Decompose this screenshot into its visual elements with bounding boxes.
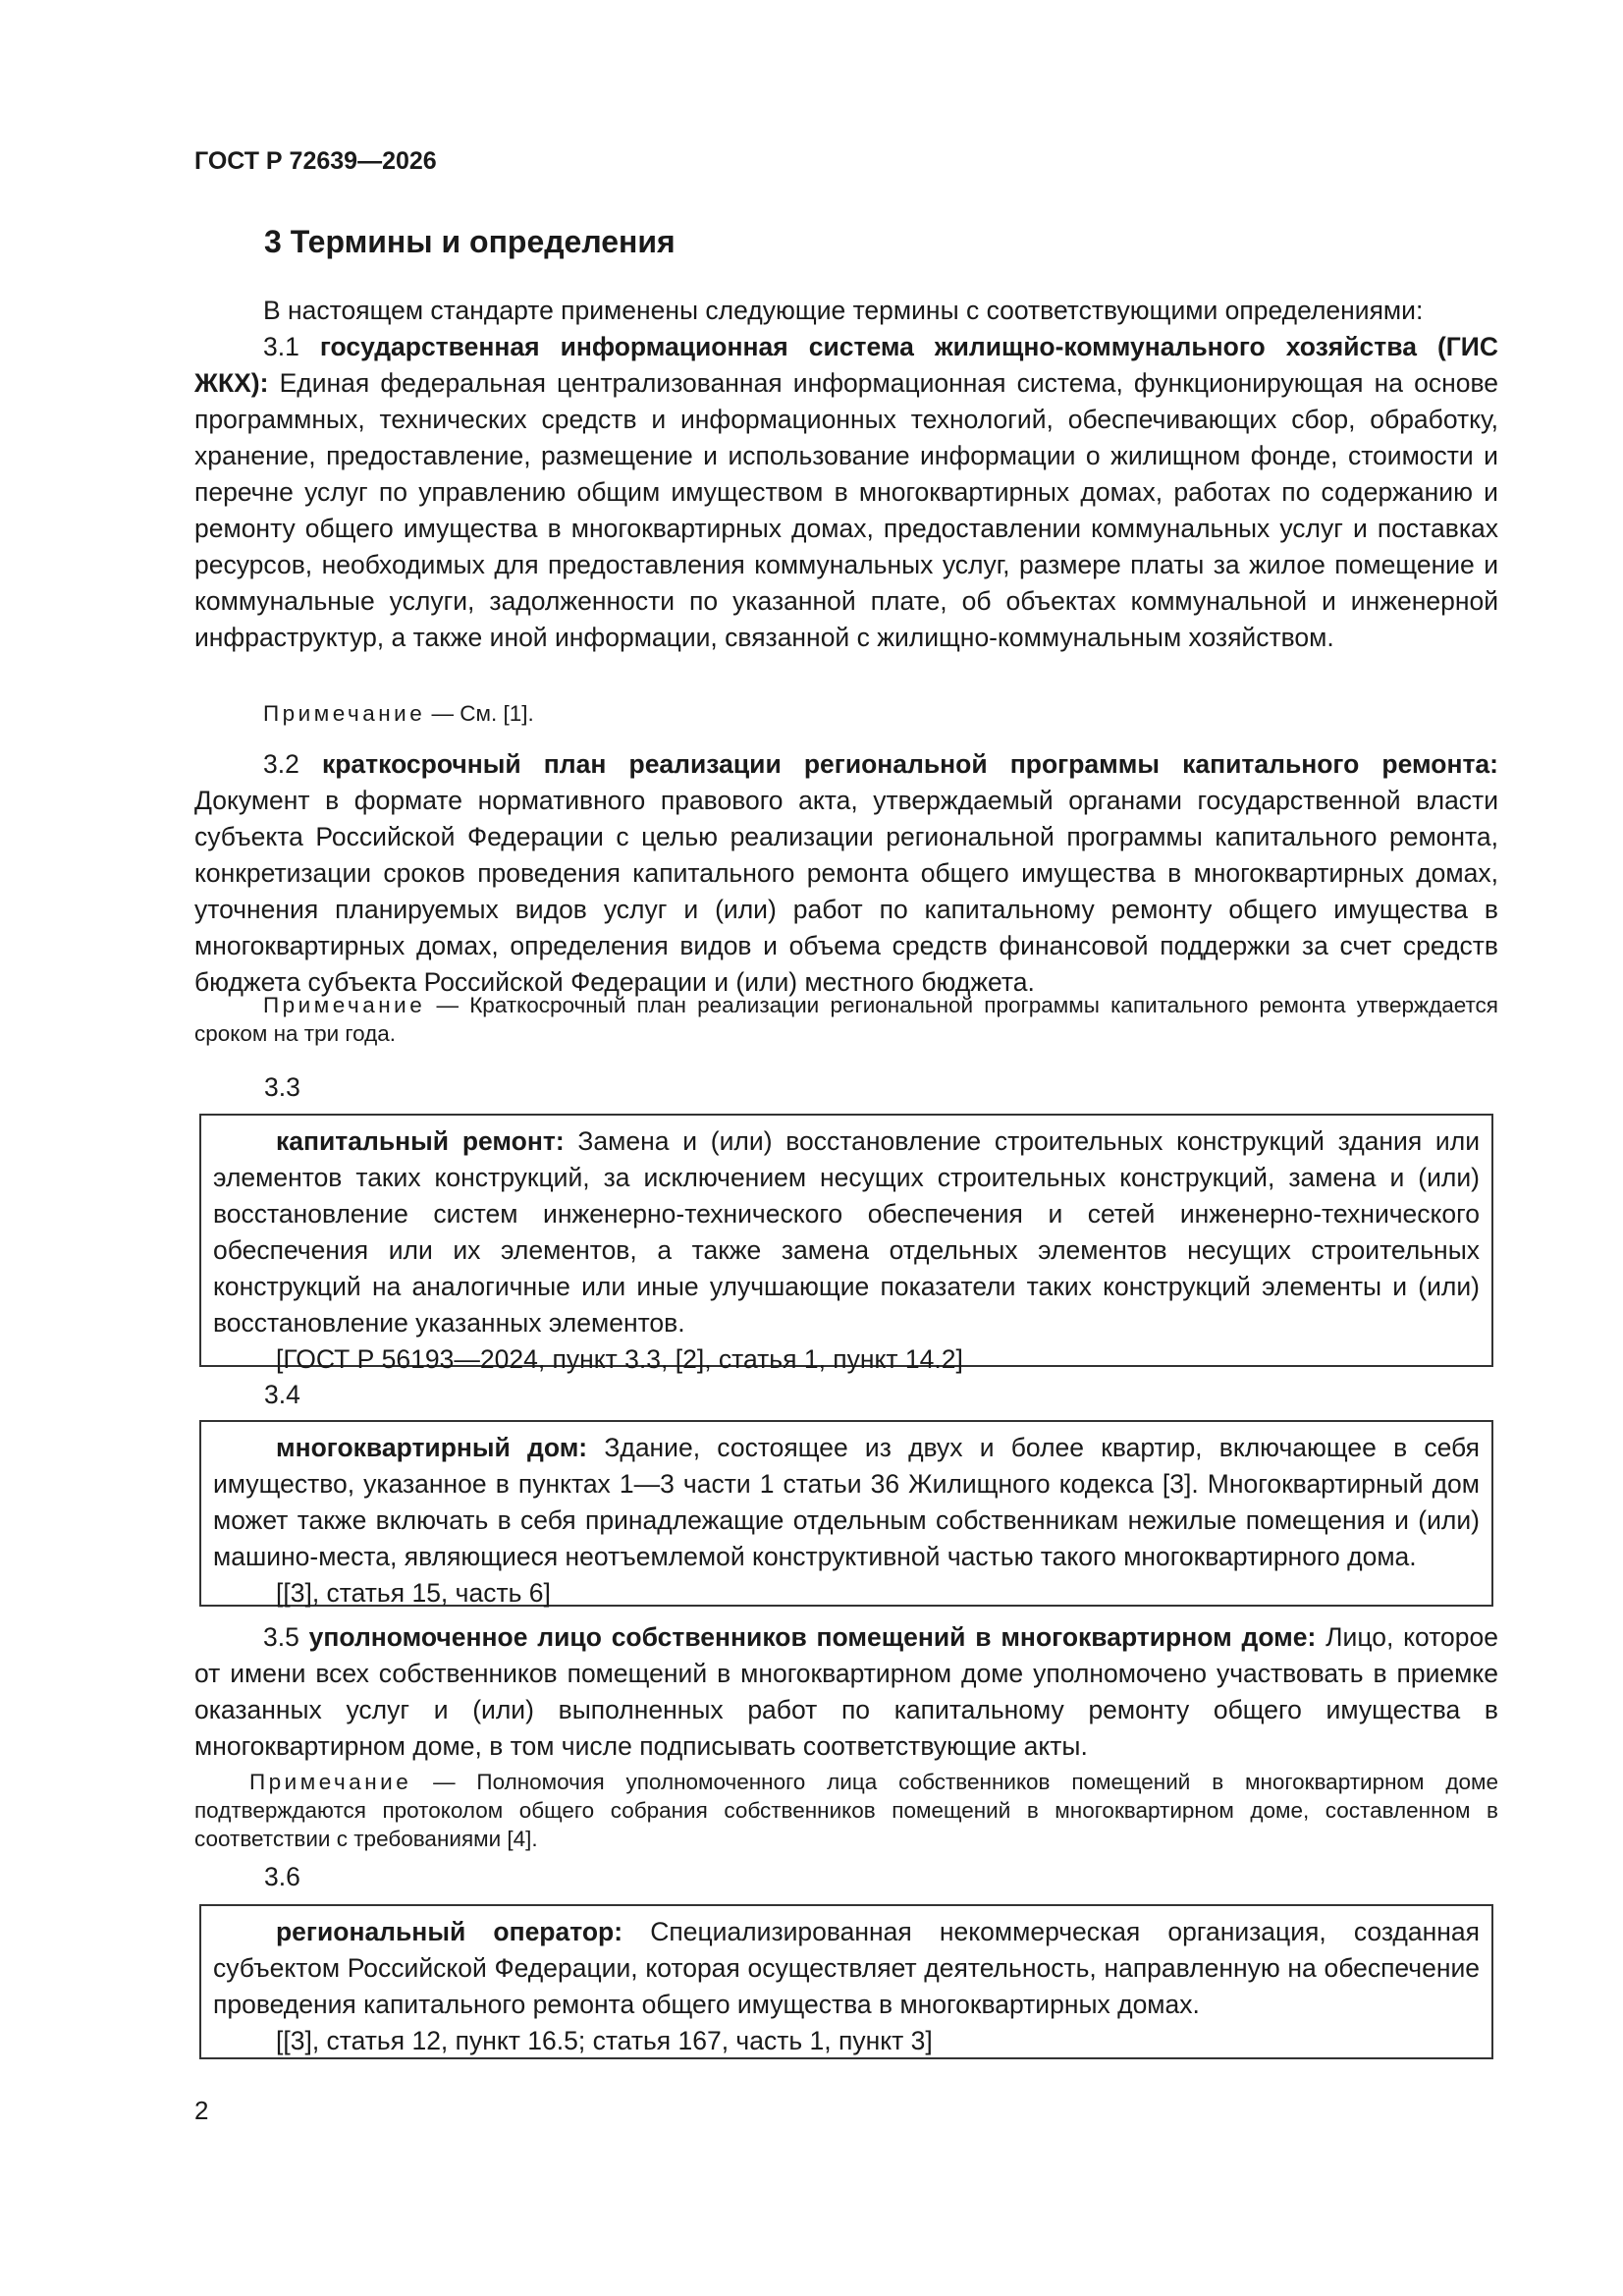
term-3-5 (194, 1619, 1498, 1765)
note-label: Примечание (249, 1770, 412, 1794)
term-3-1 (194, 329, 1498, 656)
term-3-4-box (199, 1420, 1493, 1607)
term-name: капитальный ремонт: (276, 1126, 565, 1156)
term-number: 3.5 (263, 1622, 299, 1652)
section-title: 3 Термины и определения (264, 224, 676, 259)
term-3-3-number: 3.3 (264, 1072, 300, 1102)
document-header: ГОСТ Р 72639—2026 (194, 147, 437, 175)
term-name: государственная информационная система жилищно-коммунального хозяйства (ГИС ЖКХ): (194, 332, 1498, 398)
note-3-2 (194, 991, 1498, 1048)
term-3-4-number: 3.4 (264, 1380, 300, 1409)
term-definition: Специализированная некоммерческая организация, созданная субъектом Российской Федерации, которая осуществляет деятельность, направленную на обеспечение проведения капитального ремонта общего имущества в многоквартирных домах. (213, 1917, 1480, 2019)
term-source: [[3], статья 15, часть 6] (276, 1578, 551, 1608)
term-number: 3.2 (263, 749, 299, 779)
term-name: уполномоченное лицо собственников помещений в многоквартирном доме: (308, 1622, 1317, 1652)
term-3-3-box (199, 1114, 1493, 1374)
note-label: Примечание (263, 993, 426, 1017)
term-3-2 (194, 746, 1498, 1001)
note-label: Примечание (263, 701, 426, 726)
term-3-6-box (199, 1904, 1493, 2059)
term-source: [[3], статья 12, пункт 16.5; статья 167, часть 1, пункт 3] (276, 2026, 933, 2055)
term-name: краткосрочный план реализации региональной программы капитального ремонта: (321, 749, 1498, 779)
term-3-3 (213, 1123, 1480, 1341)
term-definition: Здание, состоящее из двух и более квартир, включающее в себя имущество, указанное в пунктах 1—3 части 1 статьи 36 Жилищного кодекса [3]. Многоквартирный дом может также включать в себя принадлежащие отдельным собственникам нежилые помещения и (или) машино-места, являющиеся неотъемлемой конструктивной частью такого многоквартирного дома. (213, 1433, 1480, 1571)
term-name: региональный оператор: (276, 1917, 623, 1946)
note-3-1 (194, 699, 1498, 728)
term-definition: Документ в формате нормативного правового акта, утверждаемый органами государственной власти субъекта Российской Федерации с целью реализации региональной программы капитального ремонта, конкретизации сроков проведения капитального ремонта общего имущества в многоквартирных домах, уточнения планируемых видов услуг и (или) работ по капитальному ремонту общего имущества в многоквартирных домах, определения видов и объема средств финансовой поддержки за счет средств бюджета субъекта Российской Федерации и (или) местного бюджета. (194, 786, 1498, 997)
term-3-4 (213, 1430, 1480, 1575)
term-3-1-block (194, 293, 1498, 656)
note-text: — Полномочия уполномоченного лица собственников помещений в многоквартирном доме подтверждаются протоколом общего собрания собственников помещений в многоквартирном доме, составленном в соответствии с требованиями [4]. (194, 1770, 1498, 1851)
term-name: многоквартирный дом: (276, 1433, 588, 1462)
page-number: 2 (194, 2096, 209, 2125)
term-definition: Лицо, которое от имени всех собственников помещений в многоквартирном доме уполномочено участвовать в приемке оказанных услуг и (или) выполненных работ по капитальному ремонту общего имущества в многоквартирном доме, в том числе подписывать соответствующие акты. (194, 1622, 1498, 1761)
term-source: [ГОСТ Р 56193—2024, пункт 3.3, [2], статья 1, пункт 14.2] (276, 1344, 963, 1374)
term-3-6 (213, 1914, 1480, 2023)
term-definition: Замена и (или) восстановление строительных конструкций здания или элементов таких конструкций, за исключением несущих строительных конструкций, замена и (или) восстановление систем инженерно-технического обеспечения и сетей инженерно-технического обеспечения или их элементов, а также замена отдельных элементов несущих строительных конструкций на аналогичные или иные улучшающие показатели таких конструкций элементы и (или) восстановление указанных элементов. (213, 1126, 1480, 1338)
intro-text: В настоящем стандарте применены следующие термины с соответствующими определениями: (263, 296, 1424, 325)
note-text: — См. [1]. (431, 701, 534, 726)
term-definition: Единая федеральная централизованная информационная система, функционирующая на основе программных, технических средств и информационных технологий, обеспечивающих сбор, обработку, хранение, предоставление, размещение и использование информации о жилищном фонде, стоимости и перечне услуг по управлению общим имуществом в многоквартирных домах, работах по содержанию и ремонту общего имущества в многоквартирных домах, предоставлении коммунальных услуг и поставках ресурсов, необходимых для предоставления коммунальных услуг, размере платы за жилое помещение и коммунальные услуги, задолженности по указанной плате, об объектах коммунальной и инженерной инфраструктур, а также иной информации, связанной с жилищно-коммунальным хозяйством. (194, 368, 1498, 652)
note-text: — Краткосрочный план реализации региональной программы капитального ремонта утверждается сроком на три года. (194, 993, 1498, 1046)
term-3-6-number: 3.6 (264, 1862, 300, 1891)
note-3-5 (194, 1768, 1498, 1853)
term-number: 3.1 (263, 332, 299, 361)
